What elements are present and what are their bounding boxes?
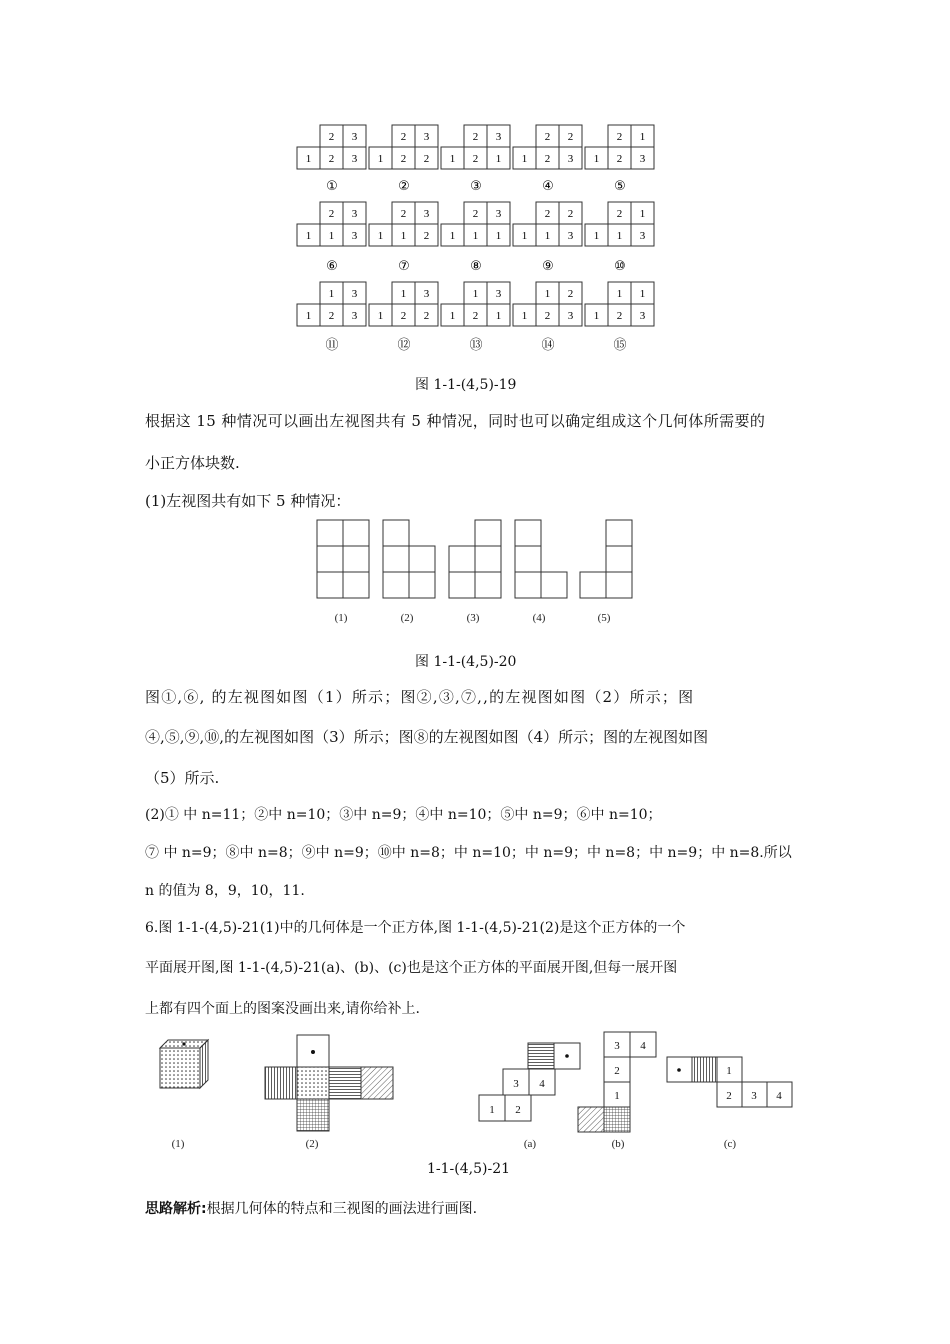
left-view-cell: [449, 572, 475, 598]
left-view-cell: [515, 520, 541, 546]
cell-number: 1: [449, 310, 456, 322]
figure-number-label: ③: [470, 179, 482, 194]
cell-number: 1: [593, 230, 600, 242]
cell-number: 1: [495, 310, 502, 322]
cell-number: 3: [351, 153, 358, 165]
left-view-shape: [317, 520, 369, 624]
figure-21-label-c: (c): [723, 1138, 737, 1150]
paragraph-line: (2)① 中 n=11；②中 n=10；③中 n=9；④中 n=10；⑤中 n=9；⑥中 n=10；: [145, 807, 662, 823]
cell-number: 2: [423, 310, 430, 322]
figure-21-caption: 1-1-(4,5)-21: [427, 1161, 511, 1177]
top-view-grid: [441, 282, 510, 353]
net-cell-number: 2: [614, 1065, 620, 1077]
net-cell-number: 3: [751, 1090, 757, 1102]
net-cell-number: 1: [614, 1090, 620, 1102]
figure-20-caption: 图 1-1-(4,5)-20: [415, 654, 517, 670]
left-view-cell: [475, 572, 501, 598]
analysis-line: [145, 1199, 477, 1219]
left-view-cell: [343, 520, 369, 546]
figure-number-label: ⑧: [470, 259, 482, 274]
net-cell-number: 2: [515, 1104, 521, 1116]
cell-number: 2: [400, 310, 407, 322]
left-view-cell: [515, 546, 541, 572]
figure-21-label-a: (a): [523, 1138, 537, 1150]
figure-19-caption: 图 1-1-(4,5)-19: [415, 377, 517, 393]
figure-21-label-2: (2): [305, 1138, 319, 1150]
cell-number: 1: [593, 153, 600, 165]
cell-number: 1: [544, 230, 551, 242]
net-cell-number: 3: [614, 1040, 620, 1052]
left-view-cell: [343, 572, 369, 598]
paragraph-line: n 的值为 8，9，10，11.: [145, 883, 305, 899]
cell-number: 2: [472, 208, 479, 220]
figure-number-label: ⑤: [614, 179, 626, 194]
paragraph-line: ⑦ 中 n=9；⑧中 n=8；⑨中 n=9；⑩中 n=8；中 n=10；中 n=9；中 n=8；中 n=9；中 n=8.所以: [145, 845, 792, 861]
cell-number: 2: [400, 208, 407, 220]
cell-number: 3: [351, 230, 358, 242]
figure-number-label: ②: [398, 179, 410, 194]
cell-number: 2: [472, 131, 479, 143]
cell-number: 1: [377, 153, 384, 165]
cell-number: 2: [328, 131, 335, 143]
left-view-label: (1): [334, 612, 348, 624]
net-figure-a: [479, 1043, 580, 1121]
analysis-text: 根据几何体的特点和三视图的画法进行画图.: [206, 1201, 478, 1217]
cell-number: 2: [400, 131, 407, 143]
paragraph-line: ④,⑤,⑨,⑩,的左视图如图（3）所示；图⑧的左视图如图（4）所示；图的左视图如图: [145, 728, 709, 746]
figure-number-label: ⑫: [397, 338, 411, 353]
left-view-cell: [383, 520, 409, 546]
cell-number: 3: [351, 310, 358, 322]
left-view-cell: [317, 520, 343, 546]
paragraph-line: 平面展开图,图 1-1-(4,5)-21(a)、(b)、(c)也是这个正方体的平面展开图,但每一展开图: [145, 960, 678, 976]
top-view-grid: [585, 282, 654, 353]
net-figure-2: [265, 1035, 393, 1131]
cell-number: 3: [567, 230, 574, 242]
cell-number: 3: [423, 131, 430, 143]
paragraph-line: 上都有四个面上的图案没画出来,请你给补上.: [145, 1001, 420, 1017]
cell-number: 2: [472, 310, 479, 322]
net-cell-number: 3: [513, 1078, 519, 1090]
cell-number: 3: [639, 310, 646, 322]
top-view-grid: [513, 202, 582, 274]
cell-number: 2: [544, 208, 551, 220]
left-view-cell: [409, 546, 435, 572]
cell-number: 3: [495, 131, 502, 143]
top-view-grid: [513, 282, 582, 353]
cell-number: 1: [639, 131, 646, 143]
net-figure-b: [578, 1032, 656, 1132]
cell-number: 2: [423, 153, 430, 165]
cell-number: 1: [521, 230, 528, 242]
cell-number: 2: [567, 208, 574, 220]
figure-number-label: ⑥: [326, 259, 338, 274]
cell-number: 1: [400, 288, 407, 300]
cell-number: 1: [472, 230, 479, 242]
cell-number: 2: [567, 288, 574, 300]
left-view-cell: [580, 572, 606, 598]
figure-19: [0, 0, 950, 400]
top-view-grid: [441, 125, 510, 194]
net-cell-number: 1: [726, 1065, 732, 1077]
left-view-label: (4): [532, 612, 546, 624]
left-view-cell: [409, 572, 435, 598]
left-view-cell: [475, 546, 501, 572]
cell-number: 3: [639, 153, 646, 165]
net-cell-number: 1: [489, 1104, 495, 1116]
left-view-cell: [475, 520, 501, 546]
cell-number: 1: [328, 230, 335, 242]
cell-number: 2: [616, 153, 623, 165]
top-view-grid: [369, 282, 438, 353]
left-view-shape: [383, 520, 435, 624]
top-view-grid: [585, 125, 654, 194]
paragraph-line: 根据这 15 种情况可以画出左视图共有 5 种情况，同时也可以确定组成这个几何体所需要的: [145, 412, 766, 430]
left-view-shape: [580, 520, 632, 624]
cell-number: 1: [449, 230, 456, 242]
cell-number: 1: [495, 153, 502, 165]
cell-number: 1: [544, 288, 551, 300]
left-view-cell: [383, 572, 409, 598]
left-view-cell: [541, 572, 567, 598]
cell-number: 2: [472, 153, 479, 165]
cell-number: 3: [495, 208, 502, 220]
left-view-label: (3): [466, 612, 480, 624]
cell-number: 1: [328, 288, 335, 300]
cell-number: 2: [616, 310, 623, 322]
cell-number: 2: [616, 131, 623, 143]
left-view-shape: [515, 520, 567, 624]
top-view-grid: [513, 125, 582, 194]
paragraph-line: (1)左视图共有如下 5 种情况：: [145, 492, 351, 510]
figure-21: [0, 1025, 950, 1165]
figure-number-label: ⑦: [398, 259, 410, 274]
cell-number: 3: [639, 230, 646, 242]
analysis-label: 思路解析:: [145, 1201, 207, 1217]
cell-number: 1: [305, 230, 312, 242]
cell-number: 1: [305, 310, 312, 322]
left-view-cell: [317, 546, 343, 572]
left-view-cell: [383, 546, 409, 572]
cell-number: 3: [423, 288, 430, 300]
cell-number: 2: [328, 310, 335, 322]
figure-number-label: ⑮: [613, 338, 627, 353]
left-view-cell: [515, 572, 541, 598]
figure-21-label-b: (b): [611, 1138, 625, 1150]
cell-number: 3: [351, 131, 358, 143]
figure-number-label: ⑪: [325, 338, 339, 353]
top-view-grid: [297, 125, 366, 194]
cell-number: 3: [567, 310, 574, 322]
cell-number: 3: [495, 288, 502, 300]
cell-number: 3: [423, 208, 430, 220]
cell-number: 1: [377, 230, 384, 242]
top-view-grid: [297, 202, 366, 274]
cell-number: 2: [544, 310, 551, 322]
figure-21-label-1: (1): [171, 1138, 185, 1150]
cell-number: 1: [639, 288, 646, 300]
cell-number: 1: [305, 153, 312, 165]
figure-number-label: ⑬: [469, 338, 483, 353]
figure-number-label: ⑭: [541, 338, 555, 353]
left-view-cell: [317, 572, 343, 598]
figure-number-label: ①: [326, 179, 338, 194]
cell-number: 1: [377, 310, 384, 322]
cube-figure: [160, 1040, 208, 1088]
left-view-cell: [343, 546, 369, 572]
top-view-grid: [585, 202, 654, 274]
net-cell-number: 4: [640, 1040, 646, 1052]
net-cell-number: 2: [726, 1090, 732, 1102]
left-view-label: (2): [400, 612, 414, 624]
cell-number: 3: [351, 288, 358, 300]
left-view-cell: [606, 546, 632, 572]
paragraph-line: 图①,⑥, 的左视图如图（1）所示；图②,③,⑦,,的左视图如图（2）所示；图: [145, 688, 695, 706]
cell-number: 1: [400, 230, 407, 242]
top-view-grid: [369, 125, 438, 194]
cell-number: 1: [639, 208, 646, 220]
cell-number: 2: [328, 153, 335, 165]
figure-20: [0, 510, 950, 630]
cell-number: 3: [567, 153, 574, 165]
paragraph-line: 6.图 1-1-(4,5)-21(1)中的几何体是一个正方体,图 1-1-(4,5)-21(2)是这个正方体的一个: [145, 920, 686, 936]
net-figure-c: [667, 1057, 792, 1107]
top-view-grid: [441, 202, 510, 274]
cell-number: 2: [400, 153, 407, 165]
cell-number: 1: [616, 230, 623, 242]
paragraph-line: 小正方体块数.: [145, 454, 240, 472]
cell-number: 2: [328, 208, 335, 220]
cell-number: 2: [544, 153, 551, 165]
cell-number: 1: [472, 288, 479, 300]
figure-number-label: ④: [542, 179, 554, 194]
figure-number-label: ⑩: [614, 259, 626, 274]
paragraph-line: （5）所示.: [145, 769, 220, 787]
left-view-cell: [606, 520, 632, 546]
left-view-cell: [449, 546, 475, 572]
left-view-label: (5): [597, 612, 611, 624]
cell-number: 1: [521, 310, 528, 322]
net-cell-number: 4: [539, 1078, 545, 1090]
top-view-grid: [297, 282, 366, 353]
cell-number: 1: [495, 230, 502, 242]
top-view-grid: [369, 202, 438, 274]
cell-number: 1: [521, 153, 528, 165]
cell-number: 1: [616, 288, 623, 300]
cell-number: 2: [423, 230, 430, 242]
cell-number: 1: [449, 153, 456, 165]
left-view-cell: [606, 572, 632, 598]
cell-number: 2: [616, 208, 623, 220]
figure-number-label: ⑨: [542, 259, 554, 274]
cell-number: 2: [567, 131, 574, 143]
cell-number: 1: [593, 310, 600, 322]
net-cell-number: 4: [776, 1090, 782, 1102]
left-view-shape: [449, 520, 501, 624]
cell-number: 2: [544, 131, 551, 143]
cell-number: 3: [351, 208, 358, 220]
